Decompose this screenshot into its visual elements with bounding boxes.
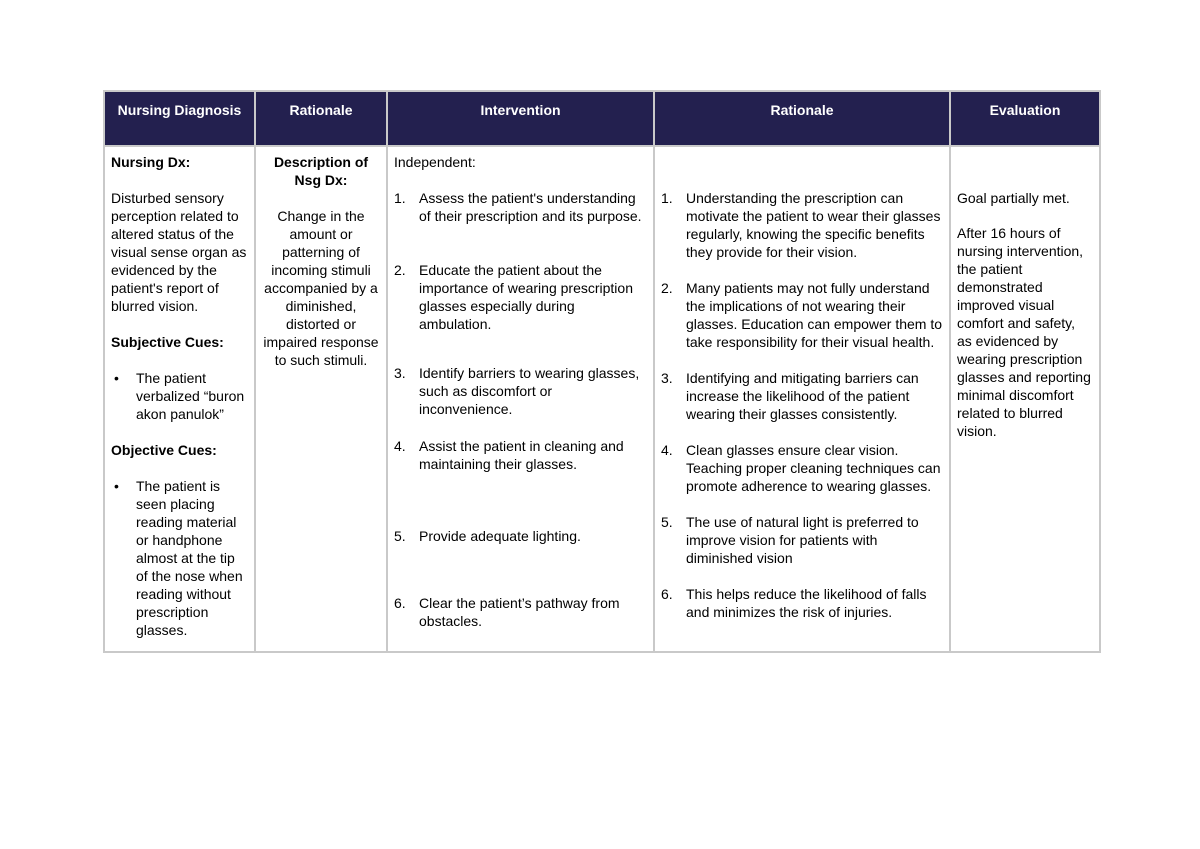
rationale-text: Clean glasses ensure clear vision. Teaching proper cleaning techniques can promote adherence to wearing glasses. — [686, 442, 941, 494]
intervention-number: 2. — [394, 262, 406, 278]
table-row — [104, 146, 1100, 652]
evaluation-status: Goal partially met. — [957, 190, 1070, 206]
header-diagnosis-rationale: Rationale — [255, 91, 387, 146]
rationale-number: 2. — [661, 280, 673, 296]
subjective-cues-heading: Subjective Cues: — [111, 334, 224, 350]
rationale-number: 4. — [661, 442, 673, 458]
intervention-item — [394, 527, 647, 545]
intervention-text: Clear the patient’s pathway from obstacles. — [419, 595, 620, 629]
header-nursing-diagnosis: Nursing Diagnosis — [104, 91, 255, 146]
rationale-number: 1. — [661, 190, 673, 206]
header-intervention-rationale: Rationale — [654, 91, 950, 146]
intervention-item — [394, 437, 647, 473]
header-intervention: Intervention — [387, 91, 654, 146]
rationale-item — [661, 189, 943, 261]
intervention-item — [394, 364, 647, 418]
intervention-number: 6. — [394, 595, 406, 611]
intervention-text: Identify barriers to wearing glasses, such as discomfort or inconvenience. — [419, 365, 640, 417]
intervention-text: Assist the patient in cleaning and maintaining their glasses. — [419, 438, 624, 472]
cell-interventions — [387, 146, 654, 652]
rationale-item — [661, 585, 943, 621]
intervention-item — [394, 189, 647, 225]
objective-cue: • The patient is seen placing reading material or handphone almost at the tip of the nose when reading without prescription glasses. — [111, 477, 248, 639]
intervention-number: 3. — [394, 365, 406, 381]
rationale-number: 5. — [661, 514, 673, 530]
rationale-item — [661, 513, 943, 567]
nursing-dx-heading: Nursing Dx: — [111, 154, 191, 170]
rationale-text: This helps reduce the likelihood of falls and minimizes the risk of injuries. — [686, 586, 927, 620]
description-heading: Description of Nsg Dx: — [273, 154, 369, 188]
interventions-heading: Independent: — [394, 154, 476, 170]
intervention-number: 1. — [394, 190, 406, 206]
rationale-text: Identifying and mitigating barriers can increase the likelihood of the patient wearing their glasses consistently. — [686, 370, 919, 422]
rationale-item — [661, 279, 943, 351]
cell-nursing-diagnosis — [104, 146, 255, 652]
rationale-item — [661, 441, 943, 495]
intervention-text: Educate the patient about the importance of wearing prescription glasses especially during ambulation. — [419, 262, 633, 332]
intervention-item — [394, 594, 647, 630]
rationale-number: 3. — [661, 370, 673, 386]
table-header-row — [104, 91, 1100, 146]
cell-evaluation — [950, 146, 1100, 652]
intervention-number: 4. — [394, 438, 406, 454]
rationale-text: Understanding the prescription can motivate the patient to wear their glasses regularly, knowing the specific benefits they provide for their vision. — [686, 190, 941, 260]
intervention-number: 5. — [394, 528, 406, 544]
nursing-care-plan-table — [103, 90, 1101, 653]
cell-diagnosis-rationale — [255, 146, 387, 652]
header-evaluation: Evaluation — [950, 91, 1100, 146]
cell-intervention-rationales — [654, 146, 950, 652]
intervention-item — [394, 261, 647, 333]
description-text: Change in the amount or patterning of incoming stimuli accompanied by a diminished, distorted or impaired response to such stimuli. — [263, 208, 379, 368]
rationale-text: The use of natural light is preferred to improve vision for patients with diminished vision — [686, 514, 919, 566]
subjective-cue: • The patient verbalized “buron akon panulok” — [111, 369, 248, 423]
rationale-number: 6. — [661, 586, 673, 602]
rationale-text: Many patients may not fully understand the implications of not wearing their glasses. Education can empower them to take responsibility for their visual health. — [686, 280, 943, 350]
intervention-text: Provide adequate lighting. — [419, 528, 581, 544]
objective-cues-list — [111, 477, 248, 639]
subjective-cues-list — [111, 369, 248, 423]
rationale-item — [661, 369, 943, 423]
evaluation-text: After 16 hours of nursing intervention, the patient demonstrated improved visual comfort and safety, as evidenced by wearing prescription glasses and reporting minimal discomfort related to blurred vision. — [957, 225, 1091, 439]
objective-cues-heading: Objective Cues: — [111, 442, 217, 458]
nursing-dx-statement: Disturbed sensory perception related to altered status of the visual sense organ as evidenced by the patient's report of blurred vision. — [111, 190, 247, 314]
intervention-text: Assess the patient's understanding of their prescription and its purpose. — [419, 190, 642, 224]
